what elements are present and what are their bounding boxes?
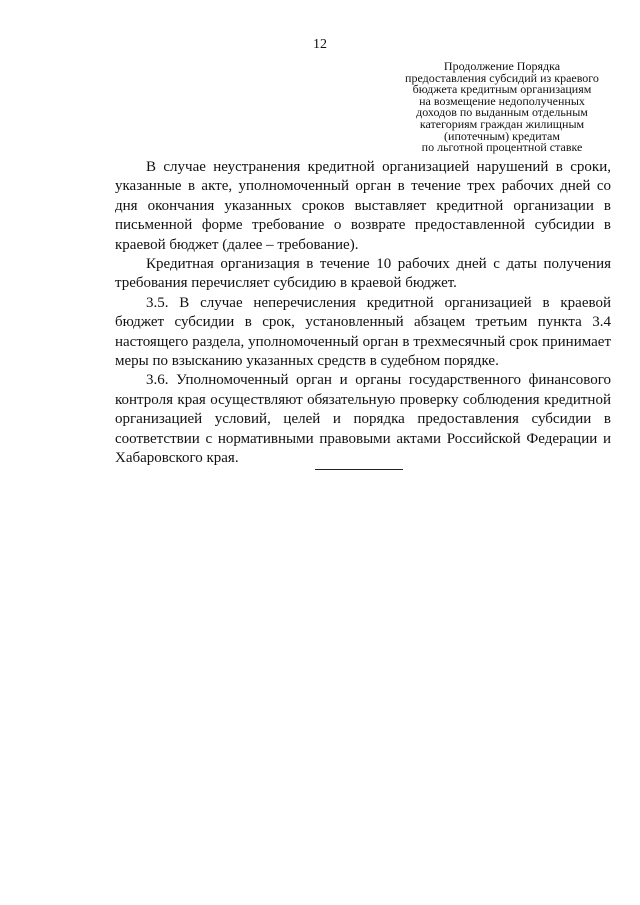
header-line: Продолжение Порядка — [443, 59, 561, 73]
header-line: на возмещение недополученных — [419, 93, 585, 108]
header-line: бюджета кредитным организациям — [412, 82, 592, 97]
paragraph: 3.6. Уполномоченный орган и органы государственного финансового контроля края осуществляют обязательную проверку соблюдения кредитной организацией условий, целей и порядка предоставления субсидии в соответствии с нормативными правовыми актами Российской Федерации и Хабаровского края. — [115, 372, 611, 467]
closing-divider-line — [315, 469, 403, 470]
header-line: по льготной процентной ставке — [421, 140, 583, 155]
page-number: 12 — [313, 37, 327, 52]
paragraph: 3.5. В случае неперечисления кредитной организацией в краевой бюджет субсидии в срок, установленный абзацем третьим пункта 3.4 настоящего раздела, уполномоченный орган в трехмесячный срок принимает меры по взысканию указанных средств в судебном порядке. — [115, 294, 611, 370]
header-line: предоставления субсидий из краевого — [405, 70, 599, 85]
document-header-block — [393, 61, 611, 154]
document-body — [115, 158, 611, 469]
paragraph: Кредитная организация в течение 10 рабочих дней с даты получения требования перечисляет субсидию в краевой бюджет. — [115, 256, 611, 292]
header-line: доходов по выданным отдельным — [416, 105, 588, 120]
header-line: категориям граждан жилищным — [419, 116, 585, 131]
header-line: (ипотечным) кредитам — [444, 128, 560, 143]
paragraph: В случае неустранения кредитной организацией нарушений в сроки, указанные в акте, уполномоченный орган в течение трех рабочих дней со дня окончания указанных сроков выставляет кредитной организации в письменной форме требование о возврате предоставленной субсидии в краевой бюджет (далее – требование). — [115, 159, 611, 253]
